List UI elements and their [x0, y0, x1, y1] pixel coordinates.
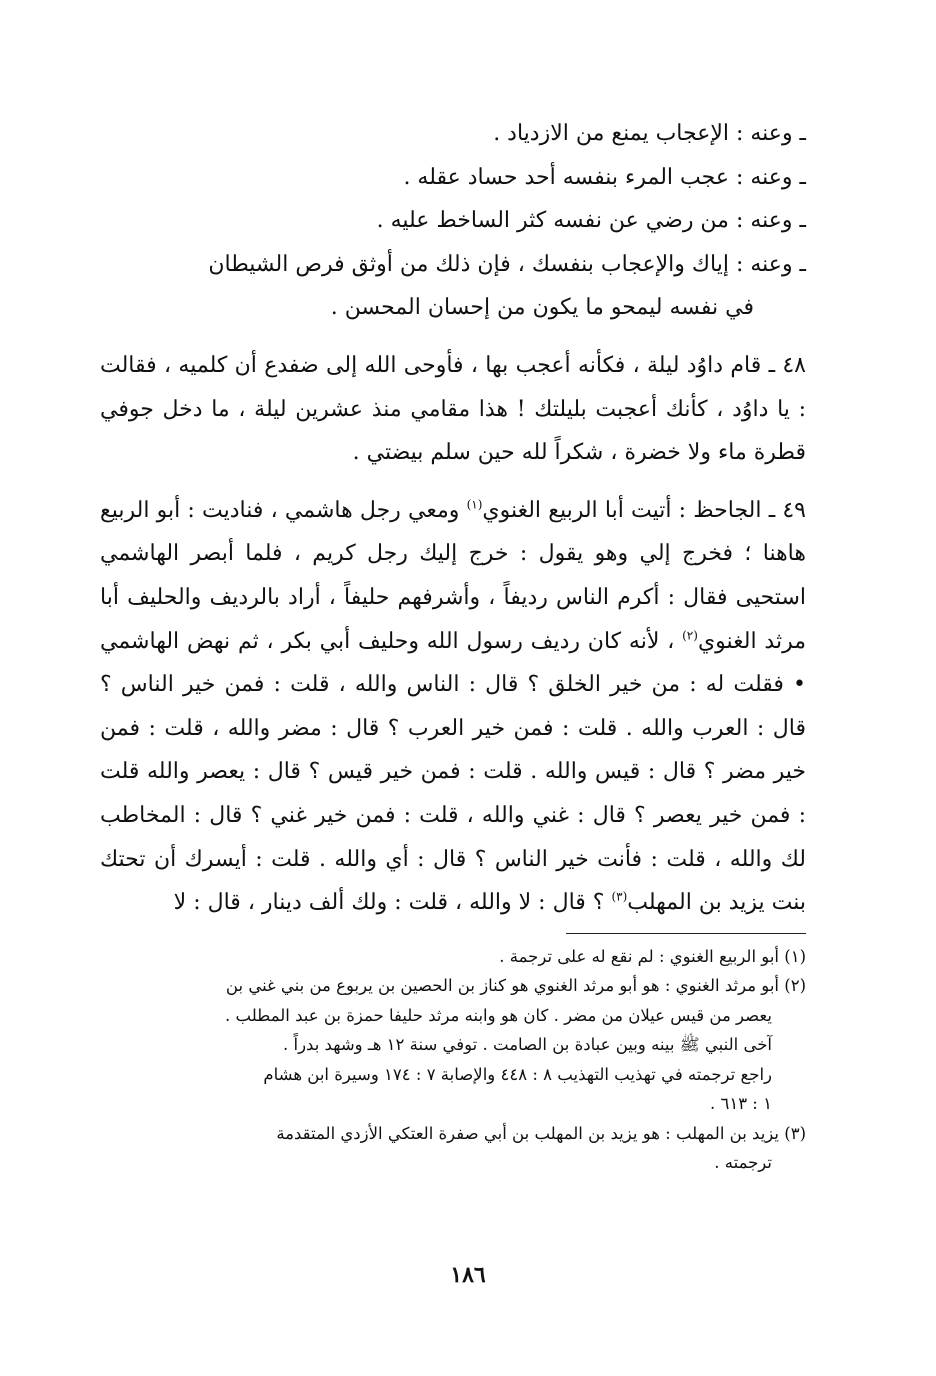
main-text: [100, 112, 806, 925]
footnote-ref-1: (١): [466, 497, 483, 512]
footnote-ref-3: (٣): [611, 889, 628, 904]
footnote-1: (١) أبو الربيع الغنوي : لم نقع له على ترجمة .: [499, 946, 806, 966]
paragraph-48: ٤٨ ـ قام داوُد ليلة ، فكأنه أعجب بها ، فأوحى الله إلى ضفدع أن كلميه ، فقالت : يا داوُد ، كأنك أعجبت بليلتك ! هذا مقامي منذ عشرين ليلة ، ما دخل جوفي قطرة ماء ولا خضرة ، شكراً لله حين سلم بيضتي .: [100, 352, 806, 466]
footnote-2-line: يعصر من قيس عيلان من مضر . كان هو وابنه مرثد حليفا حمزة بن عبد المطلب .: [225, 1005, 772, 1025]
footnote-3-line: ترجمته .: [714, 1153, 772, 1173]
footnote-2-line: آخى النبي ﷺ بينه وبين عبادة بن الصامت . توفي سنة ١٢ هـ وشهد بدراً .: [283, 1035, 772, 1055]
footnotes: [100, 942, 806, 1178]
saying-line: ـ وعنه : عجب المرء بنفسه أحد حساد عقله .: [403, 164, 806, 190]
footnote-2: (٢) أبو مرثد الغنوي : هو أبو مرثد الغنوي هو كناز بن الحصين بن يربوع من بني غني بن: [225, 976, 806, 996]
paragraph-49: [100, 489, 806, 925]
paragraph-49-text: ؟ قال : لا والله ، قلت : ولك ألف دينار ، قال : لا: [173, 890, 612, 916]
footnote-2-line: راجع ترجمته في تهذيب التهذيب ٨ : ٤٤٨ والإصابة ٧ : ١٧٤ وسيرة ابن هشام: [263, 1064, 772, 1084]
footnote-3: (٣) يزيد بن المهلب : هو يزيد بن المهلب بن أبي صفرة العتكي الأزدي المتقدمة: [276, 1123, 806, 1143]
footnote-2-line: ١ : ٦١٣ .: [709, 1094, 772, 1114]
book-page: [100, 112, 806, 1292]
saying-line: ـ وعنه : الإعجاب يمنع من الازدياد .: [493, 121, 806, 146]
saying-line-continuation: في نفسه ليمحو ما يكون من إحسان المحسن .: [330, 295, 754, 321]
page-number: ١٨٦: [450, 1262, 486, 1288]
paragraph-49-text: ٤٩ ـ الجاحظ : أتيت أبا الربيع الغنوي: [482, 497, 806, 523]
paragraph-49-text: ، لأنه كان رديف رسول الله وحليف أبي بكر ، ثم نهض الهاشمي • فقلت له : من خير الخلق ؟ قال : الناس والله ، قلت : فمن خير الناس ؟ قال : العرب والله . قلت : فمن خير العرب ؟ قال : مضر والله ، قلت : فمن خير مضر ؟ قال : قيس والله . قلت : فمن خير قيس ؟ قال : يعصر والله قلت : فمن خير يعصر ؟ قال : غني والله ، قلت : فمن خير غني ؟ قال : المخاطب لك والله ، قلت : فأنت خير الناس ؟ قال : أي والله . قلت : أيسرك أن تحتك بنت يزيد بن المهلب: [100, 628, 806, 916]
footnote-divider: [566, 933, 806, 934]
footnote-ref-2: (٢): [682, 628, 698, 643]
saying-line: ـ وعنه : إياك والإعجاب بنفسك ، فإن ذلك من أوثق فرص الشيطان: [208, 251, 806, 277]
paragraph-49-text: ومعي رجل هاشمي ، فناديت : أبو الربيع هاهنا ؛ فخرج إلي وهو يقول : خرج إليك رجل كريم ، فلما أبصر الهاشمي استحيى فقال : أكرم الناس رديفاً ، وأشرفهم حليفاً ، أراد بالرديف والحليف أبا مرثد الغنوي: [100, 497, 806, 654]
saying-line: ـ وعنه : من رضي عن نفسه كثر الساخط عليه .: [376, 208, 806, 234]
